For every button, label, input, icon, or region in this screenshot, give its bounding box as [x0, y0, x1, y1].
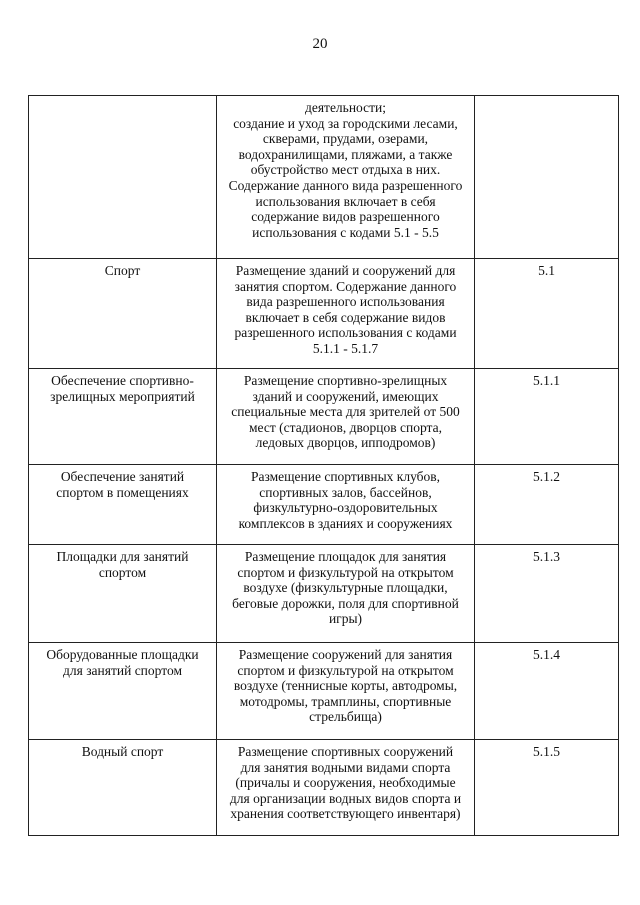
use-description-cell	[217, 369, 475, 465]
use-code-cell	[475, 643, 619, 740]
use-code: 5.1.3	[533, 549, 560, 564]
use-name-cell	[29, 465, 217, 545]
use-code-cell	[475, 465, 619, 545]
page-number: 20	[312, 36, 328, 52]
use-description: Размещение спортивных сооружений для занятия водными видами спорта (причалы и сооружения, необходимые для организации водных видов спорта и хранения соответствующего инвентаря)	[229, 744, 462, 822]
use-description: Размещение спортивных клубов, спортивных залов, бассейнов, физкультурно-оздоровительных комплексов в зданиях и сооружениях	[238, 469, 453, 531]
table-row	[29, 740, 619, 836]
table-row	[29, 259, 619, 369]
table-row	[29, 96, 619, 259]
use-name-cell	[29, 545, 217, 643]
use-description-cell	[217, 545, 475, 643]
use-description: Размещение площадок для занятия спортом и физкультурой на открытом воздухе (физкультурные площадки, беговые дорожки, поля для спортивной игры)	[232, 549, 459, 627]
use-description-cell	[217, 643, 475, 740]
use-description: Размещение спортивно-зрелищных зданий и сооружений, имеющих специальные места для зрителей от 500 мест (стадионов, дворцов спорта, ледовых дворцов, ипподромов)	[231, 373, 460, 451]
use-name: Оборудованные площадки для занятий спортом	[46, 647, 199, 678]
use-name-cell	[29, 740, 217, 836]
table-row	[29, 643, 619, 740]
use-code: 5.1	[538, 263, 555, 278]
table-row	[29, 369, 619, 465]
use-code: 5.1.2	[533, 469, 560, 484]
use-name: Обеспечение спортивно- зрелищных мероприятий	[50, 373, 195, 404]
use-name: Обеспечение занятий спортом в помещениях	[56, 469, 189, 500]
use-description-cell	[217, 96, 475, 259]
use-name: Водный спорт	[81, 744, 164, 759]
table-row	[29, 465, 619, 545]
use-description: деятельности; создание и уход за городскими лесами, скверами, прудами, озерами, водохранилищами, пляжами, а также обустройство мест отдыха в них. Содержание данного вида разрешенного использования включает в себя содержание видов разрешенного использования с кодами 5.1 - 5.5	[228, 100, 463, 240]
use-description-cell	[217, 259, 475, 369]
use-name-cell	[29, 96, 217, 259]
use-name: Площадки для занятий спортом	[56, 549, 189, 580]
use-code-cell	[475, 545, 619, 643]
use-code: 5.1.5	[533, 744, 560, 759]
use-description: Размещение зданий и сооружений для занятия спортом. Содержание данного вида разрешенного использования включает в себя содержание видов разрешенного использования с кодами 5.1.1 - 5.1.7	[234, 263, 457, 356]
use-code-cell	[475, 259, 619, 369]
table-row	[29, 545, 619, 643]
use-description: Размещение сооружений для занятия спортом и физкультурой на открытом воздухе (теннисные корты, автодромы, мотодромы, трамплины, спортивные стрельбища)	[233, 647, 458, 725]
use-code: 5.1.4	[533, 647, 560, 662]
use-code: 5.1.1	[533, 373, 560, 388]
use-code-cell	[475, 369, 619, 465]
use-code-cell	[475, 740, 619, 836]
use-name: Спорт	[104, 263, 141, 278]
use-code-cell	[475, 96, 619, 259]
use-name-cell	[29, 369, 217, 465]
use-description-cell	[217, 740, 475, 836]
use-description-cell	[217, 465, 475, 545]
use-name-cell	[29, 259, 217, 369]
land-use-table	[28, 95, 619, 836]
use-name-cell	[29, 643, 217, 740]
